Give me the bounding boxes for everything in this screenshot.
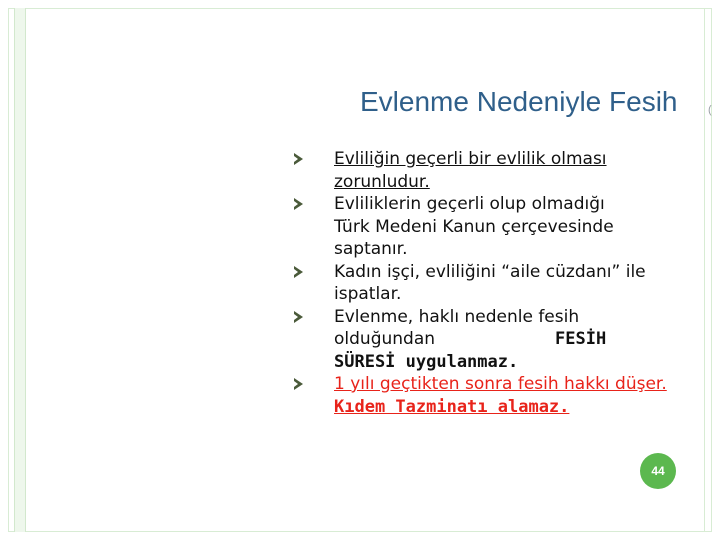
bullet-text: Kadın işçi, evliliğini “aile cüzdanı” ile — [334, 261, 646, 282]
bullet-text-red: 1 yılı geçtikten sonra fesih hakkı düşer. — [334, 374, 667, 394]
bullet-item-highlight — [294, 373, 720, 418]
arrow-bullet-icon — [294, 198, 303, 210]
slide-title: Evlenme Nedeniyle Fesih — [360, 86, 678, 117]
slide-left-band — [14, 8, 26, 532]
bullet-text: saptanır. — [334, 239, 408, 259]
bullet-list — [294, 148, 720, 418]
bullet-emphasis: FESİH — [555, 329, 607, 349]
bullet-text: olduğundan — [334, 329, 436, 349]
bullet-item — [294, 261, 720, 306]
bullet-item — [294, 193, 720, 261]
bullet-emphasis-red: Kıdem Tazminatı alamaz. — [334, 396, 570, 417]
bullet-emphasis: SÜRESİ uygulanmaz. — [334, 351, 519, 372]
bullet-text: Evlenme, haklı nedenle fesih — [334, 306, 580, 327]
page-number-badge: 44 — [640, 453, 676, 489]
arrow-bullet-icon — [294, 266, 303, 278]
arrow-bullet-icon — [294, 153, 303, 165]
title-suffix: ( — [708, 104, 712, 116]
bullet-text: ispatlar. — [334, 284, 402, 304]
bullet-item — [294, 306, 720, 374]
arrow-bullet-icon — [294, 378, 303, 390]
bullet-text: Türk Medeni Kanun çerçevesinde — [334, 216, 614, 237]
bullet-item — [294, 148, 720, 193]
arrow-bullet-icon — [294, 311, 303, 323]
bullet-text: Evliliğin geçerli bir evlilik olması — [334, 149, 607, 169]
bullet-text: zorunludur. — [334, 171, 430, 192]
bullet-text: Evliliklerin geçerli olup olmadığı — [334, 194, 605, 214]
